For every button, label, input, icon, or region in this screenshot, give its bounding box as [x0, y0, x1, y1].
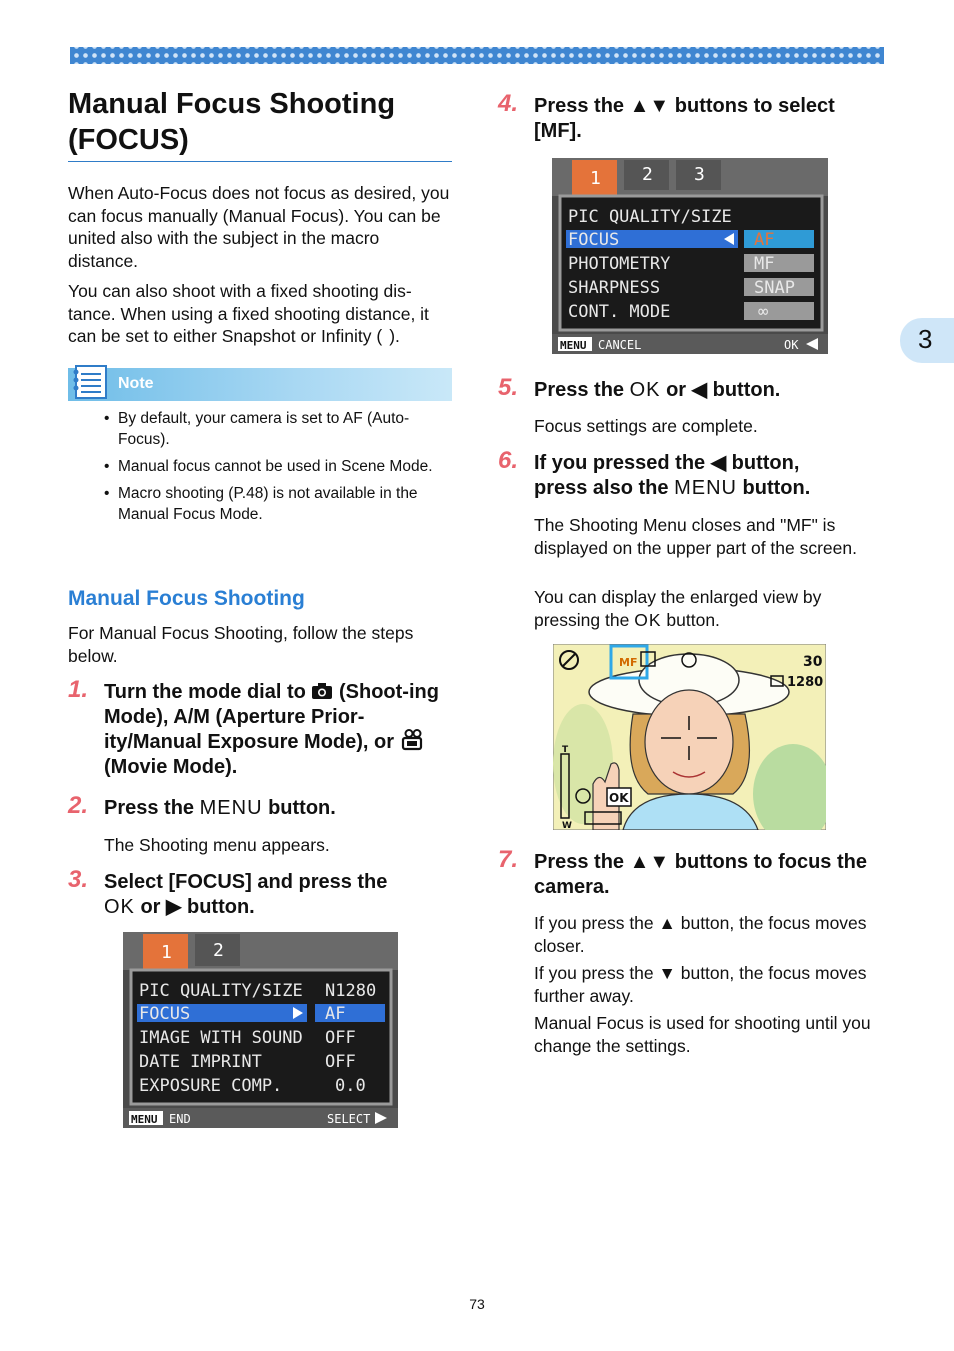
step-number: 6. [498, 447, 519, 474]
movie-mode-icon [400, 729, 426, 751]
up-arrow-icon: ▲ [658, 913, 676, 933]
step-7-body-2 [534, 962, 879, 1007]
left-arrow-icon: ◀ [691, 379, 708, 401]
step-text: Select [FOCUS] and press the [104, 871, 388, 893]
right-arrow-icon: ▶ [166, 895, 182, 918]
step-text: button. [742, 476, 811, 499]
menu-row-value: N1280 [325, 981, 377, 1001]
step-text: buttons to focus the camera. [534, 851, 867, 898]
menu-button-label: MENU [199, 797, 263, 819]
step-4-title [534, 94, 879, 143]
step-2-title [104, 796, 454, 821]
menu-row-value: SNAP [754, 278, 795, 298]
face [645, 690, 733, 794]
menu-row-label: CONT. MODE [568, 302, 671, 322]
menu-row-value: MF [754, 254, 775, 274]
up-down-arrows-icon: ▲▼ [629, 95, 670, 117]
section-subheading: Manual Focus Shooting [68, 587, 305, 610]
note-item: • By default, your camera is set to AF (Auto-Focus). [104, 408, 454, 450]
note-item: • Macro shooting (P.48) is not available in the Manual Focus Mode. [104, 483, 454, 525]
step-text: Press the [534, 379, 625, 401]
image-size: 1280 [787, 675, 824, 690]
menu-button-label: MENU [674, 476, 737, 499]
footer-menu-label: MENU [560, 339, 587, 352]
camera-live-view-screenshot [553, 644, 826, 830]
step-text: Press the [104, 797, 195, 819]
menu-row-label: PIC QUALITY/SIZE [139, 981, 303, 1001]
ok-indicator: OK [609, 791, 629, 805]
step-text: button, [731, 452, 800, 474]
menu-tab-label: 3 [694, 164, 705, 185]
step-text: Turn the mode dial to [104, 681, 306, 703]
decorative-header-bar [70, 47, 884, 64]
menu-row-label: PIC QUALITY/SIZE [568, 207, 732, 227]
up-down-arrows-icon: ▲▼ [629, 851, 670, 873]
body-text: button, the focus moves closer. [534, 913, 867, 956]
step-text: button. [268, 797, 336, 819]
note-list [104, 408, 454, 531]
menu-tab-label: 2 [642, 164, 653, 185]
step-3-title [104, 870, 454, 919]
intro-paragraph-2: You can also shoot with a fixed shooting dis-tance. When using a fixed shooting distance, it can be set to either Snapshot or Infinity ( ). [68, 281, 429, 347]
body-text: If you press the [534, 963, 654, 983]
menu-tab-label: 2 [213, 940, 224, 961]
step-text: (Shoot-ing Mode), A/M (Aperture Prior-ity/Manual Exposure Mode), or [104, 681, 439, 754]
menu-tab-label: 1 [590, 168, 601, 189]
body-text: You can display the enlarged view by pressing the [534, 587, 822, 630]
step-text: (Movie Mode). [104, 755, 238, 778]
step-7-body-3: Manual Focus is used for shooting until you change the settings. [534, 1013, 871, 1056]
menu-row-label: SHARPNESS [568, 278, 661, 298]
step-number: 2. [68, 792, 89, 819]
step-text: buttons to select [MF]. [534, 95, 835, 142]
step-number: 7. [498, 846, 519, 873]
step-number: 4. [498, 90, 519, 117]
step-text: press also the [534, 476, 669, 499]
step-7-body-1 [534, 912, 879, 957]
menu-row-value: AF [754, 230, 775, 250]
step-6-body-2 [534, 586, 879, 631]
step-5-body: Focus settings are complete. [534, 416, 758, 436]
footer-ok-label: OK [784, 338, 799, 352]
down-arrow-icon: ▼ [658, 963, 676, 983]
body-text: button. [666, 609, 720, 630]
body-text: If you press the [534, 913, 654, 933]
note-item: • Manual focus cannot be used in Scene Mode. [104, 456, 454, 477]
section-intro: For Manual Focus Shooting, follow the steps below. [68, 623, 414, 666]
menu-tab-label: 1 [161, 942, 172, 963]
ok-button-label: OK [634, 609, 662, 630]
ok-button-label: OK [104, 895, 135, 918]
step-5-title [534, 378, 879, 403]
step-6-body-1: The Shooting Menu closes and "MF" is displayed on the upper part of the screen. [534, 515, 857, 558]
step-1-title [104, 680, 454, 779]
menu-row-value: OFF [325, 1028, 356, 1048]
note-icon [70, 362, 112, 402]
menu-row-label: DATE IMPRINT [139, 1052, 262, 1072]
step-text: or [140, 895, 161, 918]
step-text: Press the [534, 851, 625, 873]
footer-end-label: END [169, 1112, 191, 1126]
step-number: 3. [68, 866, 89, 893]
remaining-shots: 30 [803, 654, 823, 670]
menu-row-value: AF [325, 1004, 346, 1024]
note-label: Note [118, 375, 154, 392]
ok-button-label: OK [629, 379, 661, 401]
menu-row-label: FOCUS [139, 1004, 191, 1024]
page-number: 73 [469, 1296, 485, 1312]
camera-menu-screenshot-2 [552, 158, 828, 354]
step-6-title [534, 451, 879, 500]
footer-select-label: SELECT [327, 1112, 371, 1126]
chapter-tab[interactable] [900, 318, 954, 363]
menu-row-label: EXPOSURE COMP. [139, 1076, 283, 1096]
step-7-title [534, 850, 879, 899]
chapter-number: 3 [918, 324, 933, 354]
step-2-body: The Shooting menu appears. [104, 835, 330, 855]
intro-paragraph-1: When Auto-Focus does not focus as desired, you can focus manually (Manual Focus). You can be united also with the subject in the macro distance. [68, 183, 450, 271]
zoom-wide-label: W [562, 821, 572, 830]
left-arrow-icon: ◀ [710, 452, 727, 474]
page-title: Manual Focus Shooting (FOCUS) [68, 88, 396, 156]
menu-row-label: IMAGE WITH SOUND [139, 1028, 303, 1048]
menu-row-label: PHOTOMETRY [568, 254, 671, 274]
step-text: button. [186, 895, 255, 918]
step-text: Press the [534, 95, 625, 117]
step-number: 1. [68, 676, 89, 703]
zoom-tele-label: T [562, 745, 569, 755]
mf-indicator: MF [619, 656, 638, 669]
footer-menu-label: MENU [131, 1113, 158, 1126]
title-divider [68, 161, 452, 162]
step-number: 5. [498, 374, 519, 401]
menu-row-value: 0.0 [335, 1076, 366, 1096]
footer-cancel-label: CANCEL [598, 338, 642, 352]
camera-mode-icon [311, 682, 333, 700]
menu-row-value: OFF [325, 1052, 356, 1072]
menu-row-value: ∞ [758, 302, 769, 322]
step-text: If you pressed the [534, 452, 706, 474]
menu-row-label: FOCUS [568, 230, 620, 250]
step-text: button. [712, 379, 781, 401]
step-text: or [666, 379, 687, 401]
body-text: button, the focus moves further away. [534, 963, 867, 1006]
camera-menu-screenshot-1 [123, 932, 398, 1128]
